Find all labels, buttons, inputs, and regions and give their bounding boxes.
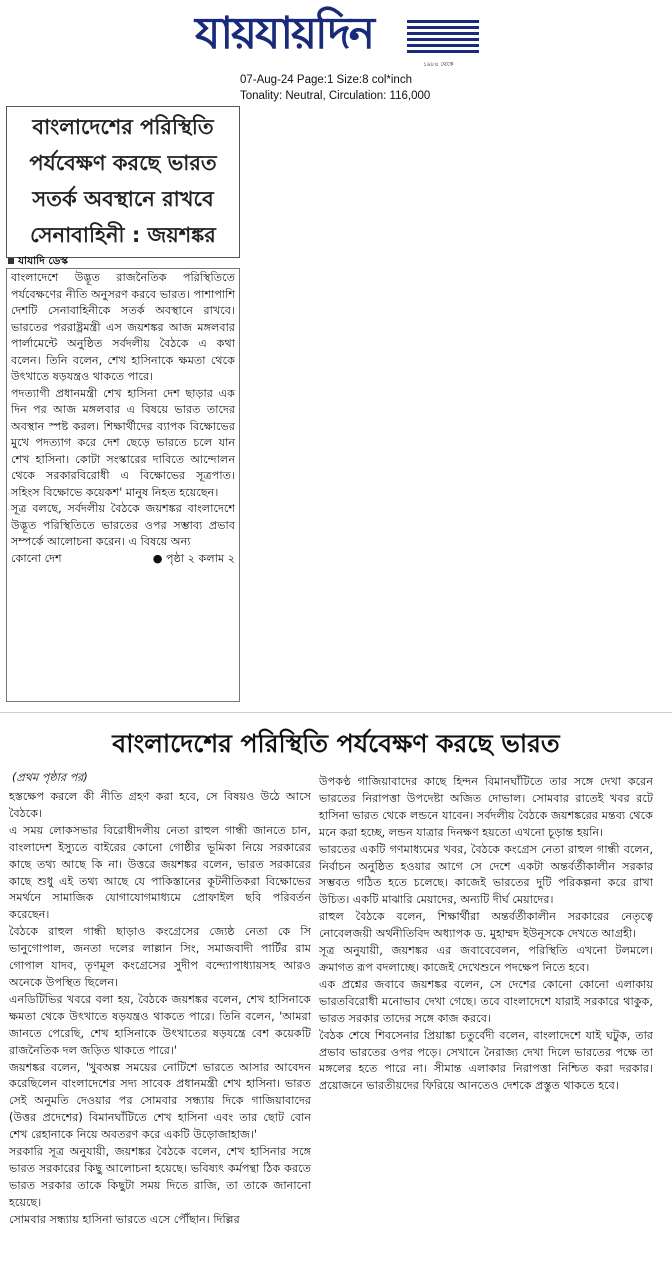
body-paragraph: রাহুল বৈঠকে বলেন, শিক্ষার্থীরা অন্তর্বর্তীকালীন সরকারের নেতৃত্বে নোবেলজয়ী অর্থনীতিবিদ অধ্যাপক ড. মুহাম্মদ ইউনূসকে দেখতে আগ্রহী। (319, 910, 653, 941)
masthead-logo (195, 6, 480, 70)
byline (8, 254, 68, 268)
body-paragraph: ভারতের একটি গণমাধ্যমের খবর, বৈঠকে কংগ্রেস নেতা রাহুল গান্ধী বলেন, নির্বাচন অনুষ্ঠিত হওয়ার আগে সে দেশে একটা অন্তর্বর্তীকালীন সরকার সম্ভবত গঠিত হতে চলেছে। কাজেই ভারতের দুটি পরিকল্পনা করে রাখা উচিত। একটি মাঝারি মেয়াদের, অন্যটি দীর্ঘ মেয়াদের। (319, 842, 653, 907)
continued-from-label: (প্রথম পৃষ্ঠার পর) (12, 771, 88, 784)
square-bullet-icon (8, 258, 14, 264)
logo-stripes (407, 20, 479, 56)
logo-since: ১৯৮৪ থেকে (423, 61, 454, 68)
clipping-meta-line1: 07-Aug-24 Page:1 Size:8 col*inch (240, 74, 412, 86)
clipping-divider (0, 712, 672, 713)
headline-box (6, 106, 240, 258)
lead-article (6, 268, 240, 702)
byline-text: যাযাদি ডেস্ক (18, 255, 68, 267)
lead-paragraph: পদত্যাগী প্রধানমন্ত্রী শেখ হাসিনা দেশ ছাড়ার এক দিন পর আজ মঙ্গলবার এ বিষয়ে ভারত তাদের অবস্থান স্পষ্ট করল। শিক্ষার্থীদের ব্যাপক বিক্ষোভের মুখে পদত্যাগ করে দেশ ছেড়ে ভারতে চলে যান শেখ হাসিনা। কোটা সংস্কারের দাবিতে আন্দোলন থেকে সরকারবিরোধী এ বিক্ষোভের সূত্রপাত। সহিংস বিক্ষোভে কয়েকশ' মানুষ নিহত হয়েছেন। (11, 386, 235, 499)
jump-reference: ● পৃষ্ঠা ২ কলাম ২ (152, 551, 235, 565)
lead-paragraph: বাংলাদেশে উদ্ভূত রাজনৈতিক পরিস্থিতিতে পর্যবেক্ষণের নীতি অনুসরণ করবে ভারত। পাশাপাশি দেশটি সেনাবাহিনীকে সতর্ক অবস্থানে রাখবে। ভারতের পররাষ্ট্রমন্ত্রী এস জয়শঙ্কর আজ মঙ্গলবার পার্লামেন্টে অনুষ্ঠিত সর্বদলীয় বৈঠকে এ কথা বলেন। তিনি বলেন, শেখ হাসিনাকে ক্ষমতা থেকে উৎখাতে ষড়যন্ত্রও থাকতে পারে। (11, 271, 235, 383)
clipping-meta-line2: Tonality: Neutral, Circulation: 116,000 (240, 90, 431, 102)
headline (7, 107, 239, 253)
body-paragraph: সূত্র অনুযায়ী, জয়শঙ্কর এর জবাবেবেলন, পরিস্থিতি এখনো টলমলে। ক্রমাগত রূপ বদলাচ্ছে। কাজেই দেখেশুনে পদক্ষেপ নিতে হবে। (319, 944, 653, 974)
body-paragraph: এক প্রশ্নের জবাবে জয়শঙ্কর বলেন, সে দেশের কোনো কোনো এলাকায় ভারতবিরোধী মনোভাব দেখা গেছে। তবে বাংলাদেশে যারাই সরকারে থাকুক, ভারত সরকার তাদের সঙ্গে কাজ করবে। (319, 977, 653, 1025)
body-paragraph: এ সময় লোকসভার বিরোধীদলীয় নেতা রাহুল গান্ধী জানতে চান, বাংলাদেশ ইস্যুতে বাইরের কোনো গোষ্ঠীর ভূমিকা নিয়ে সরকারের কাছে তথ্য আছে কি না। উত্তরে জয়শঙ্কর বলেন, ভারত সরকারের কাছে শুধু এই তথ্য আছে যে পাকিস্তানের কূটনীতিকরা বিক্ষোভের সমর্থনে সামাজিক যোগাযোগমাধ্যমে প্রোফাইল ছবি পরিবর্তন করেছেন। (9, 823, 311, 922)
body-paragraph: এনডিটিভির খবরে বলা হয়, বৈঠকে জয়শঙ্কর বলেন, শেখ হাসিনাকে ক্ষমতা থেকে উৎখাতে ষড়যন্ত্রও থাকতে পারে। তিনি বলেন, 'আমরা জানতে পেরেছি, শেখ হাসিনাকে উৎখাতের ষড়যন্ত্রে বেশ কয়েকটি রাজনৈতিক দল জড়িত থাকতে পারে।' (9, 992, 311, 1057)
body-paragraph: বৈঠক শেষে শিবসেনার প্রিয়াঙ্কা চতুর্বেদী বলেন, বাংলাদেশে যাই ঘটুক, তার প্রভাব ভারতের ওপর পড়ে। সেখানে নৈরাজ্য দেখা দিলে ভারতের পক্ষে তা মঙ্গলের হতে পারে না। সীমান্ত এলাকার নিরাপত্তা নিশ্চিত করা দরকার। প্রয়োজনে ভারতীয়দের ফিরিয়ে আনতেও দেশকে প্রস্তুত থাকতে হবে। (319, 1028, 653, 1093)
headline-line: সেনাবাহিনী : জয়শঙ্কর (30, 223, 216, 247)
continuation-column-left (9, 789, 311, 1229)
jump-reference-text: পৃষ্ঠা ২ কলাম ২ (166, 551, 235, 565)
body-paragraph: সোমবার সন্ধ্যায় হাসিনা ভারতে এসে পৌঁছান। দিল্লির (9, 1212, 240, 1226)
body-paragraph: জয়শঙ্কর বলেন, 'খুবঅল্প সময়ের নোটিশে ভারতে আসার আবেদন করেছিলেন বাংলাদেশের সদ্য সাবেক প্রধানমন্ত্রী শেখ হাসিনা। ভারত সেই অনুমতি দেওয়ার পর সোমবার সন্ধ্যায় দিকে গাজিয়াবাদের (উত্তর প্রদেশের) বিমানঘাঁটিতে শেখ হাসিনা এবং তার ছোট বোন শেখ রেহানাকে নিয়ে অবতরণ করে একটি উড়োজাহাজ।' (9, 1060, 311, 1142)
body-paragraph: বৈঠকে রাহুল গান্ধী ছাড়াও কংগ্রেসের জ্যেষ্ঠ নেতা কে সি ভানুগোপাল, জনতা দলের লাল্লান সিং, সমাজবাদী পার্টির রাম গোপাল যাদব, তৃণমূল কংগ্রেসের সুদীপ বন্দ্যোপাধ্যায়সহ আরও অনেকে উপস্থিত ছিলেন। (9, 925, 311, 989)
headline-line: পর্যবেক্ষণ করছে ভারত (29, 151, 217, 175)
headline-line: সতর্ক অবস্থানে রাখবে (32, 187, 214, 211)
body-paragraph: হস্তক্ষেপ করলে কী নীতি গ্রহণ করা হবে, সে বিষয়ও উঠে আসে বৈঠকে। (9, 790, 311, 820)
lead-continuation-line (11, 551, 235, 568)
body-paragraph: উপকণ্ঠ গাজিয়াবাদের কাছে হিন্দন বিমানঘাঁটিতে তার সঙ্গে দেখা করেন ভারতের নিরাপত্তা উপদেষ্টা অজিত দোভাল। সোমবার রাতেই খবর রটে হাসিনা ভারত থেকে লন্ডনে যাবেন। সর্বদলীয় বৈঠকে জয়শঙ্করের মন্তব্য থেকে মনে করা হচ্ছে, লন্ডন যাত্রার দিনক্ষণ হয়তো এখনো চূড়ান্ত হয়নি। (319, 775, 653, 839)
lead-last-fragment: কোনো দেশ (11, 551, 62, 565)
clipping-meta (240, 72, 430, 104)
continuation-headline: বাংলাদেশের পরিস্থিতি পর্যবেক্ষণ করছে ভারত (112, 729, 560, 758)
lead-paragraph: সূত্র বলছে, সর্বদলীয় বৈঠকে জয়শঙ্কর বাংলাদেশে উদ্ভূত পরিস্থিতিতে ভারতের ওপর সম্ভাব্য প্রভাব সম্পর্কে আলোচনা করেন। এ বিষয়ে অন্য (11, 502, 235, 548)
headline-line: বাংলাদেশের পরিস্থিতি (32, 115, 214, 139)
continuation-column-right (319, 774, 653, 1095)
body-paragraph: সরকারি সূত্র অনুযায়ী, জয়শঙ্কর বৈঠকে বলেন, শেখ হাসিনার সঙ্গে ভারত সরকারের কিছু আলোচনা হয়েছে। ভবিষ্যৎ কর্মপন্থা ঠিক করতে ভারত সরকার তাকে কিছুটা সময় দিতে রাজি, তা তাকে জানানো হয়েছে। (9, 1145, 311, 1209)
newspaper-name: যায়যায়দিন (195, 8, 374, 59)
